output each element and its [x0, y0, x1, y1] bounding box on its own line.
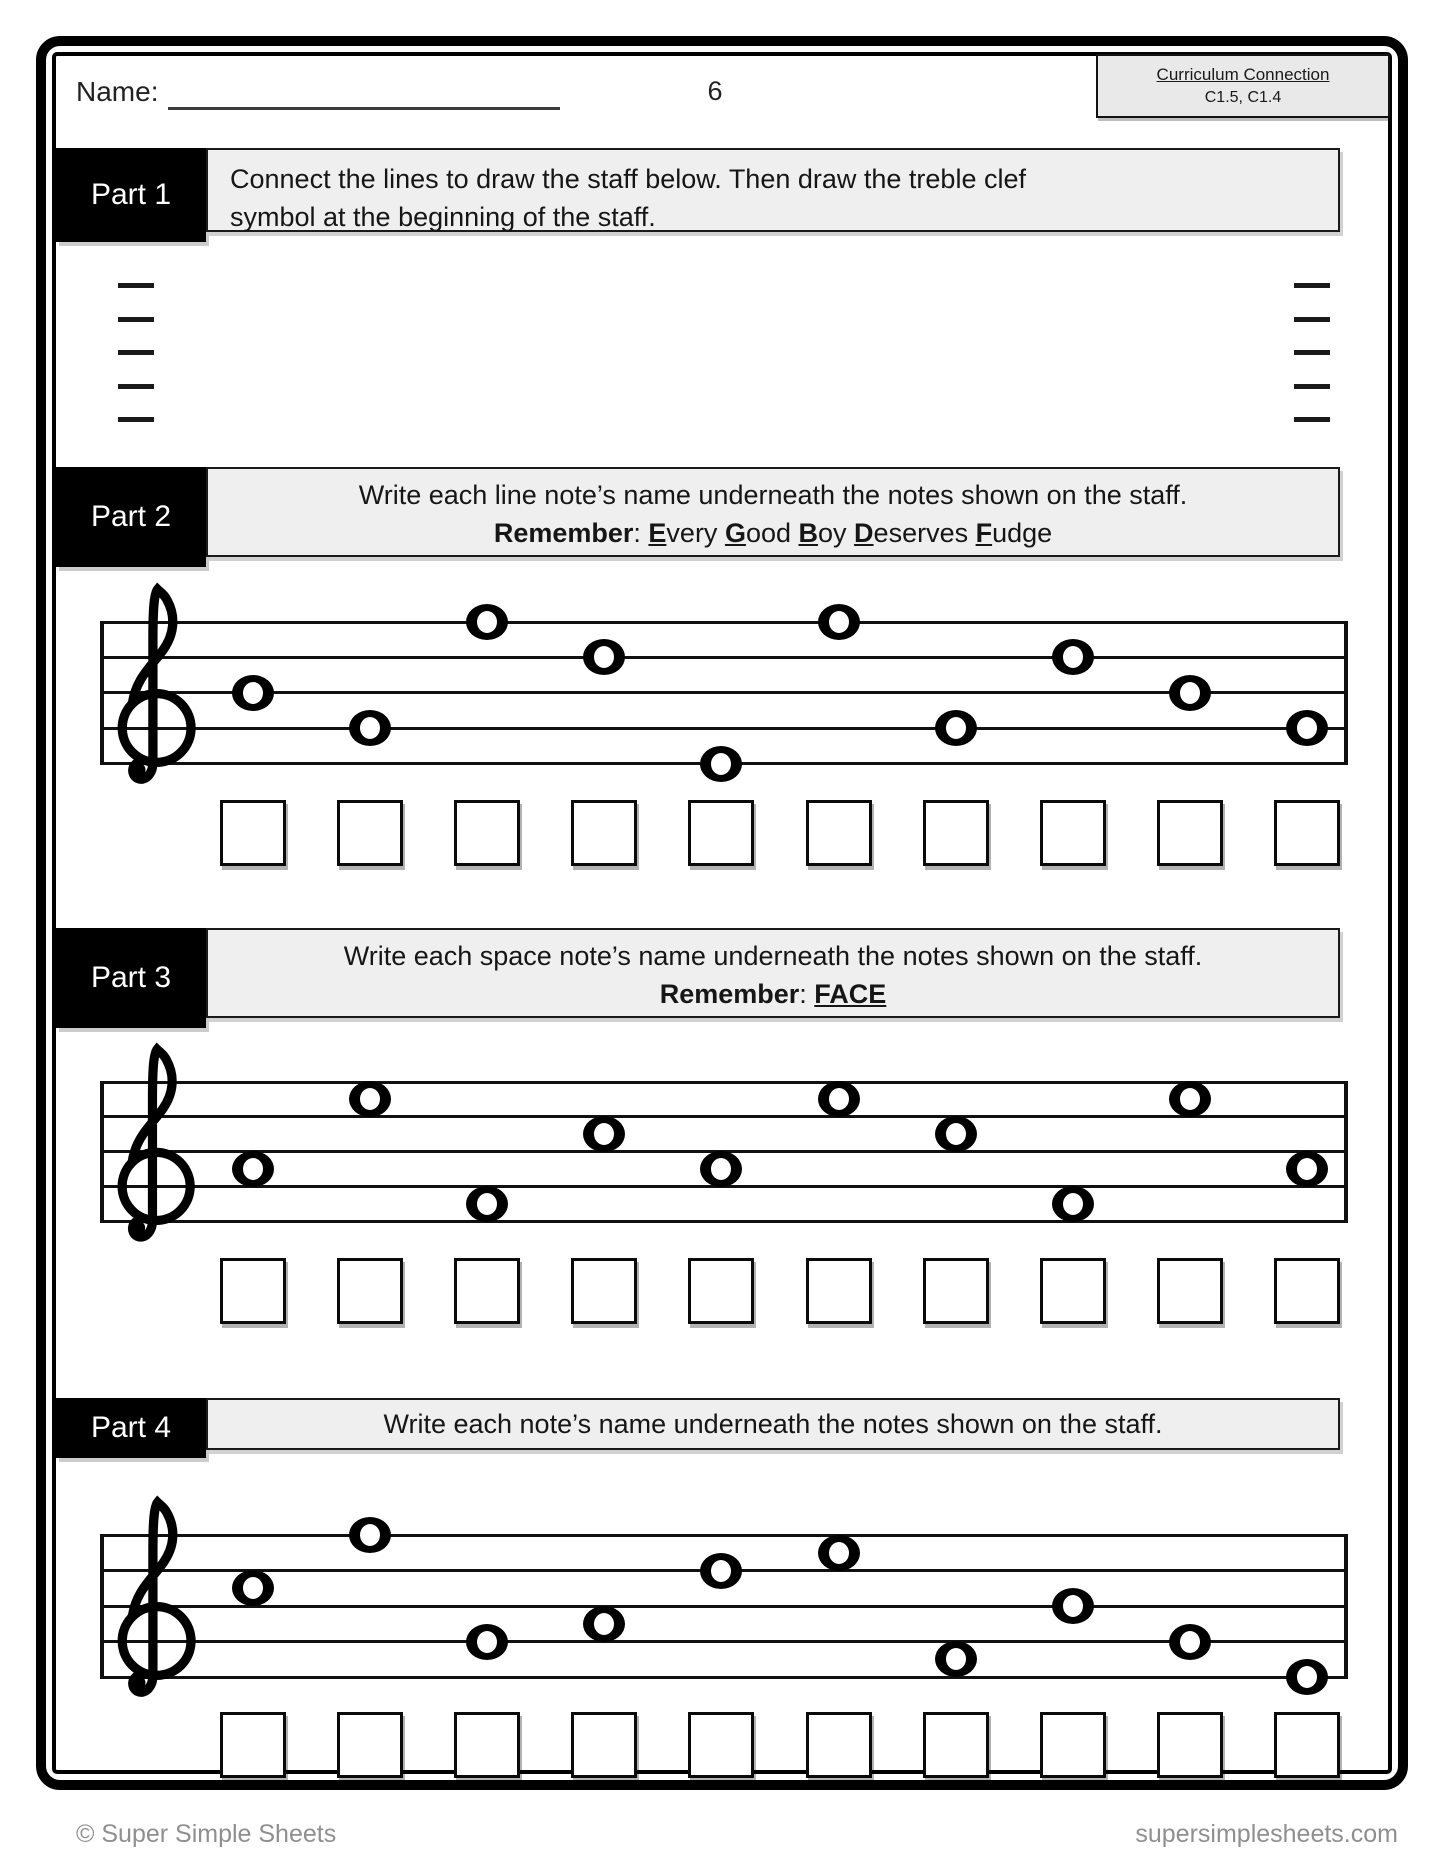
staff-line: [100, 1605, 1348, 1608]
staff-line: [100, 1676, 1348, 1679]
part-1-instruction-line-2: symbol at the beginning of the staff.: [230, 202, 656, 232]
part-4-label-text: Part 4: [90, 1411, 172, 1444]
part-2-mnemonic-line: Remember: Every Good Boy Deserves Fudge: [493, 518, 1053, 548]
staff-barline: [100, 1534, 104, 1679]
staff-line: [100, 1534, 1348, 1537]
part-2-instruction: Write each line note’s name underneath the notes shown on the staff.: [358, 480, 1188, 510]
curriculum-connection-title: Curriculum Connection: [1156, 65, 1330, 84]
curriculum-connection-codes: C1.5, C1.4: [1204, 89, 1282, 106]
whole-note-a: [583, 1606, 625, 1642]
part-3-label-text: Part 3: [90, 961, 172, 994]
answer-box[interactable]: [220, 1712, 286, 1778]
whole-note-g: [1169, 1624, 1211, 1660]
treble-clef-icon: [112, 1495, 205, 1700]
name-label: Name:: [76, 76, 159, 107]
staff-barline: [1344, 1534, 1348, 1679]
answer-box[interactable]: [1040, 1712, 1106, 1778]
part-2-label-text: Part 2: [90, 500, 172, 533]
whole-note-e: [818, 1535, 860, 1571]
answer-box[interactable]: [1157, 1712, 1223, 1778]
whole-note-f: [349, 1517, 391, 1553]
page-number: 6: [707, 76, 723, 106]
answer-box[interactable]: [337, 1712, 403, 1778]
answer-box[interactable]: [454, 1712, 520, 1778]
whole-note-f: [935, 1641, 977, 1677]
whole-note-e: [1286, 1659, 1328, 1695]
part-3-mnemonic-line: Remember: FACE: [659, 979, 887, 1009]
part-3-instruction: Write each space note’s name underneath the notes shown on the staff.: [343, 941, 1203, 971]
part-1-label-text: Part 1: [90, 178, 172, 211]
footer-copyright: © Super Simple Sheets: [76, 1820, 337, 1848]
footer-website-link[interactable]: supersimplesheets.com: [1135, 1820, 1398, 1848]
whole-note-g: [466, 1624, 508, 1660]
answer-box[interactable]: [923, 1712, 989, 1778]
whole-note-b: [1052, 1588, 1094, 1624]
part-4-instruction: Write each note’s name underneath the notes shown on the staff.: [383, 1408, 1163, 1439]
answer-box[interactable]: [571, 1712, 637, 1778]
answer-box[interactable]: [1274, 1712, 1340, 1778]
staff-line: [100, 1640, 1348, 1643]
whole-note-d: [700, 1553, 742, 1589]
whole-note-c: [232, 1570, 274, 1606]
answer-box[interactable]: [688, 1712, 754, 1778]
part-1-instruction-line-1: Connect the lines to draw the staff below. Then draw the treble clef: [230, 164, 1026, 194]
answer-box[interactable]: [806, 1712, 872, 1778]
